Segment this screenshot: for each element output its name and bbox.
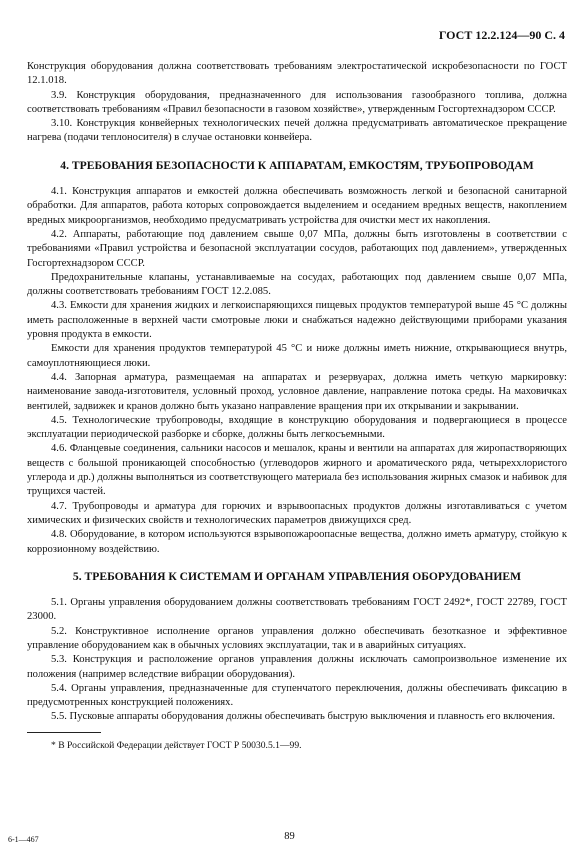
section-4-paragraph: 4.2. Аппараты, работающие под давлением свыше 0,07 МПа, должны быть изготовлены в соответствии с требованиями «Правил устройства и безопасной эксплуатации сосудов, работающих под давлением», утвержденных Госгортехнадзором СССР. bbox=[27, 228, 567, 269]
intro-paragraph: Конструкция оборудования должна соответствовать требованиям электростатической искробезопасности по ГОСТ 12.1.018. bbox=[27, 61, 567, 87]
section-4-paragraph: Предохранительные клапаны, устанавливаемые на сосудах, работающих под давлением свыше 0,07 МПа, должны соответствовать требованиям ГОСТ 12.2.085. bbox=[27, 271, 567, 298]
intro-paragraph: 3.10. Конструкция конвейерных технологических печей должна предусматривать автоматическое прекращение нагрева (подачи теплоносителя) в случае остановки конвейера. bbox=[27, 118, 567, 144]
page-header: ГОСТ 12.2.124—90 С. 4 bbox=[438, 28, 565, 42]
section-5-title: 5. ТРЕБОВАНИЯ К СИСТЕМАМ И ОРГАНАМ УПРАВЛЕНИЯ ОБОРУДОВАНИЕМ bbox=[72, 569, 522, 583]
intro-paragraph: 3.9. Конструкция оборудования, предназначенного для использования газообразного топлива, должна соответствовать требованиям «Правил безопасности в газовом хозяйстве», утвержденным Госгортехнадзором СССР. bbox=[27, 89, 567, 115]
section-4-paragraph: 4.4. Запорная арматура, размещаемая на аппаратах и резервуарах, должна иметь четкую маркировку: наименование завода-изготовителя, условный проход, условное давление, направление потока среды. На маховичках вентилей, задвижек и кранов должно быть указано направление вращения при их открывании и закрывании. bbox=[27, 371, 567, 412]
section-4-paragraph: 4.5. Технологические трубопроводы, входящие в конструкцию оборудования и подвергающиеся в процессе эксплуатации периодической разборке и сборке, должны быть легкосъемными. bbox=[27, 414, 567, 441]
section-5-paragraph: 5.2. Конструктивное исполнение органов управления должно обеспечивать безотказное и эффективное управление оборудованием как в обычных условиях эксплуатации, так и в аварийных ситуациях. bbox=[27, 625, 567, 651]
footnote-divider bbox=[27, 732, 101, 733]
footnote: * В Российской Федерации действует ГОСТ Р 50030.5.1—99. bbox=[51, 739, 302, 751]
section-5-paragraph: 5.1. Органы управления оборудованием должны соответствовать требованиям ГОСТ 2492*, ГОСТ 22789, ГОСТ 23000. bbox=[27, 597, 567, 623]
print-code: 6-1—467 bbox=[8, 835, 39, 844]
section-4-paragraph: 4.3. Емкости для хранения жидких и легкоиспаряющихся пищевых продуктов температурой выше 45 °С должны иметь расположенные в верхней части смотровые люки и снабжаться надежно действующими приборами указания уровня продукта в емкости. bbox=[27, 300, 567, 341]
section-5-paragraph: 5.5. Пусковые аппараты оборудования должны обеспечивать быструю выключения и плавность его включения. bbox=[51, 711, 555, 723]
section-4-title: 4. ТРЕБОВАНИЯ БЕЗОПАСНОСТИ К АППАРАТАМ, ЕМКОСТЯМ, ТРУБОПРОВОДАМ bbox=[60, 158, 534, 172]
section-4-paragraph: 4.1. Конструкция аппаратов и емкостей должна обеспечивать возможность легкой и безопасной санитарной обработки. Для аппаратов, работа которых сопровождается выделением и оседанием вредных веществ, накоплением вредных микроорганизмов, необходимо предусматривать устройства для очистки мест их накопления. bbox=[27, 186, 567, 226]
document-body bbox=[27, 60, 567, 753]
page-number: 89 bbox=[284, 831, 295, 842]
section-5-paragraph: 5.4. Органы управления, предназначенные для ступенчатого переключения, должны обеспечивать фиксацию в предусмотренных конструкцией положениях. bbox=[27, 682, 567, 709]
section-5-paragraph: 5.3. Конструкция и расположение органов управления должны исключать самопроизвольное изменение их положения (например вследствие вибрации оборудования). bbox=[27, 654, 567, 680]
section-4-paragraph: 4.6. Фланцевые соединения, сальники насосов и мешалок, краны и вентили на аппаратах для жиропастворяющих веществ с большой проникающей способностью (углеводоров жирного и ароматического ряда, четыреххлористого углерода и др.) должны выполняться из соответствующего материала без использования жирных смазок и набивок для трущихся частей. bbox=[27, 443, 567, 498]
section-4-paragraph: 4.7. Трубопроводы и арматура для горючих и взрывоопасных продуктов должны изготавливаться с учетом химических и физических свойств и технологических параметров движущихся сред. bbox=[27, 500, 567, 526]
section-4-paragraph: 4.8. Оборудование, в котором используются взрывопожароопасные вещества, должно иметь арматуру, стойкую к коррозионному воздействию. bbox=[27, 529, 567, 555]
section-4-paragraph: Емкости для хранения продуктов температурой 45 °С и ниже должны иметь нижние, открывающиеся внутрь, самоуплотняющиеся люки. bbox=[27, 343, 567, 369]
